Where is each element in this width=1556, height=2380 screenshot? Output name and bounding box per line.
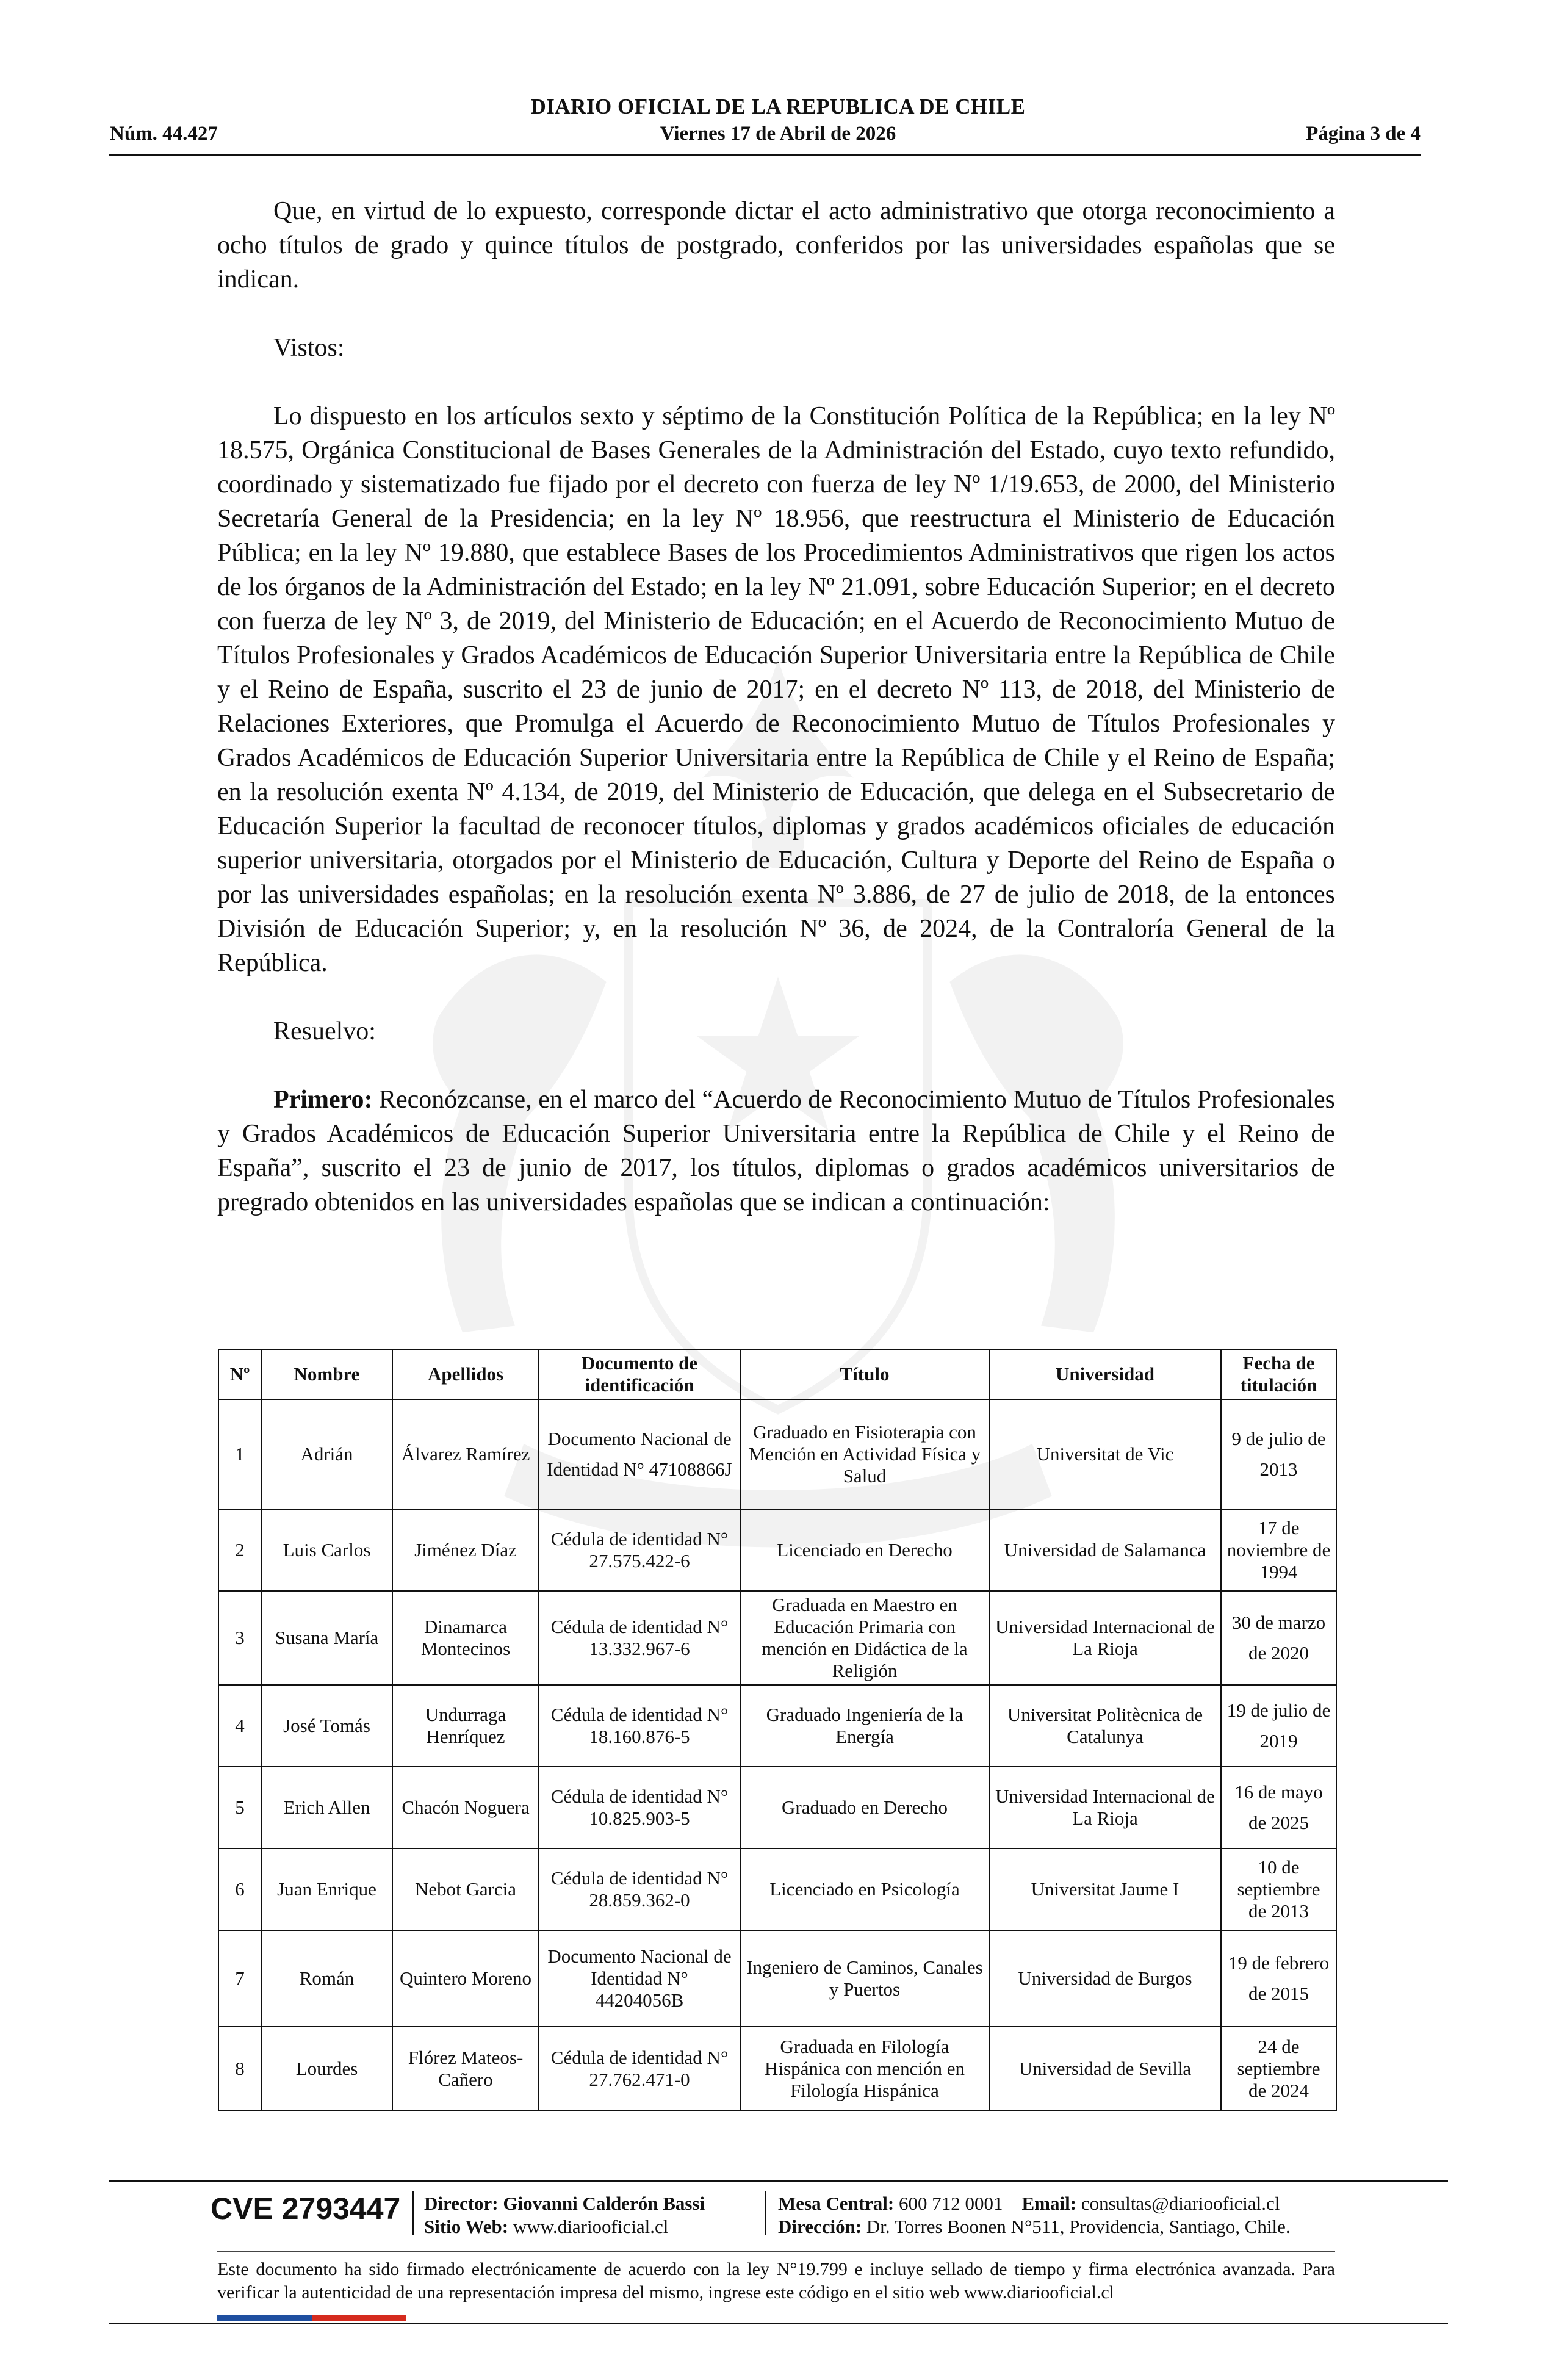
column-header: Universidad — [989, 1349, 1221, 1399]
graduation-date: 19 de febrero de 2015 — [1221, 1930, 1336, 2027]
row-number: 7 — [218, 1930, 261, 2027]
first-name: Luis Carlos — [261, 1509, 392, 1591]
graduation-date: 9 de julio de 2013 — [1221, 1399, 1336, 1509]
bottom-divider — [109, 2323, 1448, 2324]
table-row — [218, 1399, 1336, 1509]
row-number: 4 — [218, 1685, 261, 1767]
email-label: Email: — [1021, 2193, 1077, 2214]
first-name: Susana María — [261, 1591, 392, 1685]
column-header: Fecha de titulación — [1221, 1349, 1336, 1399]
vistos-paragraph: Lo dispuesto en los artículos sexto y séptimo de la Constitución Política de la República; en la ley Nº 18.575, Orgánica Constitucional de Bases Generales de la Administración del Estado, cuyo texto refundido, coordinado y sistematizado fue fijado por el decreto con fuerza de ley Nº 1/19.653, de 2000, del Ministerio Secretaría General de la Presidencia; en la ley Nº 18.956, que reestructura el Ministerio de Educación Pública; en la ley Nº 19.880, que establece Bases de los Procedimientos Administrativos que rigen los actos de los órganos de la Administración del Estado; en la ley Nº 21.091, sobre Educación Superior; en el decreto con fuerza de ley Nº 3, de 2019, del Ministerio de Educación; en el Acuerdo de Reconocimiento Mutuo de Títulos Profesionales y Grados Académicos de Educación Superior Universitaria entre la República de Chile y el Reino de España, suscrito el 23 de junio de 2017; en el decreto Nº 113, de 2018, del Ministerio de Relaciones Exteriores, que Promulga el Acuerdo de Reconocimiento Mutuo de Títulos Profesionales y Grados Académicos de Educación Superior Universitaria entre la República de Chile y el Reino de España; en la resolución exenta Nº 4.134, de 2019, del Ministerio de Educación, que delega en el Subsecretario de Educación Superior la facultad de reconocer títulos, diplomas y grados académicos oficiales de educación superior universitaria, otorgados por el Ministerio de Educación, Cultura y Deporte del Reino de España o por las universidades españolas; en la resolución exenta Nº 3.886, de 27 de julio de 2018, de la entonces División de Educación Superior; y, en la resolución Nº 36, de 2024, de la Contraloría General de la República. — [217, 402, 1335, 977]
last-names: Nebot Garcia — [392, 1848, 539, 1930]
university: Universidad de Burgos — [989, 1930, 1221, 2027]
university: Universidad de Salamanca — [989, 1509, 1221, 1591]
row-number: 3 — [218, 1591, 261, 1685]
resuelvo-heading: Resuelvo: — [273, 1017, 376, 1045]
chile-flag-stripe — [217, 2315, 406, 2321]
id-document: Cédula de identidad N° 18.160.876-5 — [539, 1685, 740, 1767]
degree-title: Graduada en Filología Hispánica con mención en Filología Hispánica — [740, 2027, 989, 2111]
intro-paragraph: Que, en virtud de lo expuesto, corresponde dictar el acto administrativo que otorga reconocimiento a ocho títulos de grado y quince títulos de postgrado, conferidos por las universidades españolas que se indican. — [217, 197, 1335, 294]
first-name: Lourdes — [261, 2027, 392, 2111]
degree-title: Graduado en Fisioterapia con Mención en Actividad Física y Salud — [740, 1399, 989, 1509]
footer-separator — [412, 2191, 414, 2235]
first-name: José Tomás — [261, 1685, 392, 1767]
degree-title: Graduada en Maestro en Educación Primaria con mención en Didáctica de la Religión — [740, 1591, 989, 1685]
row-number: 5 — [218, 1767, 261, 1848]
footer-director-block — [424, 2192, 705, 2238]
primero-label: Primero: — [273, 1086, 373, 1114]
footer-note-divider — [217, 2251, 1335, 2252]
footer-separator — [765, 2191, 766, 2235]
university: Universitat Jaume I — [989, 1848, 1221, 1930]
graduation-date: 10 de septiembre de 2013 — [1221, 1848, 1336, 1930]
document-body — [217, 194, 1335, 1253]
id-document: Cédula de identidad N° 28.859.362-0 — [539, 1848, 740, 1930]
table-row — [218, 1767, 1336, 1848]
graduation-date: 16 de mayo de 2025 — [1221, 1767, 1336, 1848]
phone-number: 600 712 0001 — [899, 2193, 1003, 2214]
footer-contact-block — [778, 2192, 1291, 2238]
last-names: Flórez Mateos-Cañero — [392, 2027, 539, 2111]
table-row — [218, 1591, 1336, 1685]
vistos-heading: Vistos: — [273, 334, 345, 362]
primero-paragraph — [217, 1083, 1335, 1219]
table-row — [218, 1930, 1336, 2027]
table-row — [218, 1509, 1336, 1591]
university: Universidad Internacional de La Rioja — [989, 1767, 1221, 1848]
primero-text: Reconózcanse, en el marco del “Acuerdo de Reconocimiento Mutuo de Títulos Profesionales y Grados Académicos de Educación Superior Universitaria entre la República de Chile y el Reino de España”, suscrito el 23 de junio de 2017, los títulos, diplomas o grados académicos universitarios de pregrado obtenidos en las universidades españolas que se indican a continuación: — [217, 1086, 1335, 1216]
last-names: Quintero Moreno — [392, 1930, 539, 2027]
id-document: Cédula de identidad N° 13.332.967-6 — [539, 1591, 740, 1685]
electronic-signature-note: Este documento ha sido firmado electrónicamente de acuerdo con la ley N°19.799 e incluye sellado de tiempo y firma electrónica avanzada. Para verificar la autenticidad de una representación impresa del mismo, ingrese este código en el sitio web www.diariooficial.cl — [217, 2259, 1335, 2302]
website-link[interactable]: www.diariooficial.cl — [513, 2216, 669, 2237]
column-header: Título — [740, 1349, 989, 1399]
address-label: Dirección: — [778, 2216, 862, 2237]
page-number: Página 3 de 4 — [1306, 123, 1421, 145]
last-names: Undurraga Henríquez — [392, 1685, 539, 1767]
last-names: Álvarez Ramírez — [392, 1399, 539, 1509]
id-document: Cédula de identidad N° 27.762.471-0 — [539, 2027, 740, 2111]
last-names: Chacón Noguera — [392, 1767, 539, 1848]
degree-title: Licenciado en Derecho — [740, 1509, 989, 1591]
website-label: Sitio Web: — [424, 2216, 509, 2237]
graduation-date: 19 de julio de 2019 — [1221, 1685, 1336, 1767]
footer-divider — [109, 2180, 1448, 2182]
id-document: Documento Nacional de Identidad N° 44204056B — [539, 1930, 740, 2027]
column-header: Nº — [218, 1349, 261, 1399]
row-number: 8 — [218, 2027, 261, 2111]
table-row — [218, 2027, 1336, 2111]
id-document: Documento Nacional de Identidad N° 47108866J — [539, 1399, 740, 1509]
table-row — [218, 1848, 1336, 1930]
degree-title: Graduado en Derecho — [740, 1767, 989, 1848]
first-name: Erich Allen — [261, 1767, 392, 1848]
flag-red-stripe — [312, 2315, 406, 2321]
degree-title: Ingeniero de Caminos, Canales y Puertos — [740, 1930, 989, 2027]
phone-label: Mesa Central: — [778, 2193, 895, 2214]
graduation-date: 24 de septiembre de 2024 — [1221, 2027, 1336, 2111]
first-name: Juan Enrique — [261, 1848, 392, 1930]
id-document: Cédula de identidad N° 10.825.903-5 — [539, 1767, 740, 1848]
issue-number: Núm. 44.427 — [110, 123, 218, 145]
degree-title: Graduado Ingeniería de la Energía — [740, 1685, 989, 1767]
row-number: 2 — [218, 1509, 261, 1591]
university: Universitat de Vic — [989, 1399, 1221, 1509]
director-name: Giovanni Calderón Bassi — [503, 2193, 705, 2214]
newspaper-title: DIARIO OFICIAL DE LA REPUBLICA DE CHILE — [530, 95, 1026, 118]
university: Universitat Politècnica de Catalunya — [989, 1685, 1221, 1767]
address-text: Dr. Torres Boonen N°511, Providencia, Santiago, Chile. — [866, 2216, 1291, 2237]
degree-title: Licenciado en Psicología — [740, 1848, 989, 1930]
row-number: 1 — [218, 1399, 261, 1509]
graduation-date: 30 de marzo de 2020 — [1221, 1591, 1336, 1685]
last-names: Dinamarca Montecinos — [392, 1591, 539, 1685]
table-row — [218, 1685, 1336, 1767]
column-header: Nombre — [261, 1349, 392, 1399]
issue-date: Viernes 17 de Abril de 2026 — [660, 123, 896, 145]
header-divider — [109, 154, 1421, 156]
row-number: 6 — [218, 1848, 261, 1930]
column-header: Apellidos — [392, 1349, 539, 1399]
last-names: Jiménez Díaz — [392, 1509, 539, 1591]
cve-code: CVE 2793447 — [211, 2191, 401, 2226]
email-link[interactable]: consultas@diariooficial.cl — [1081, 2193, 1280, 2214]
id-document: Cédula de identidad N° 27.575.422-6 — [539, 1509, 740, 1591]
column-header: Documento de identificación — [539, 1349, 740, 1399]
university: Universidad de Sevilla — [989, 2027, 1221, 2111]
flag-blue-stripe — [217, 2315, 312, 2321]
recognized-titles-table — [218, 1349, 1337, 2111]
first-name: Adrián — [261, 1399, 392, 1509]
director-label: Director: — [424, 2193, 499, 2214]
graduation-date: 17 de noviembre de 1994 — [1221, 1509, 1336, 1591]
first-name: Román — [261, 1930, 392, 2027]
university: Universidad Internacional de La Rioja — [989, 1591, 1221, 1685]
table-header-row — [218, 1349, 1336, 1399]
